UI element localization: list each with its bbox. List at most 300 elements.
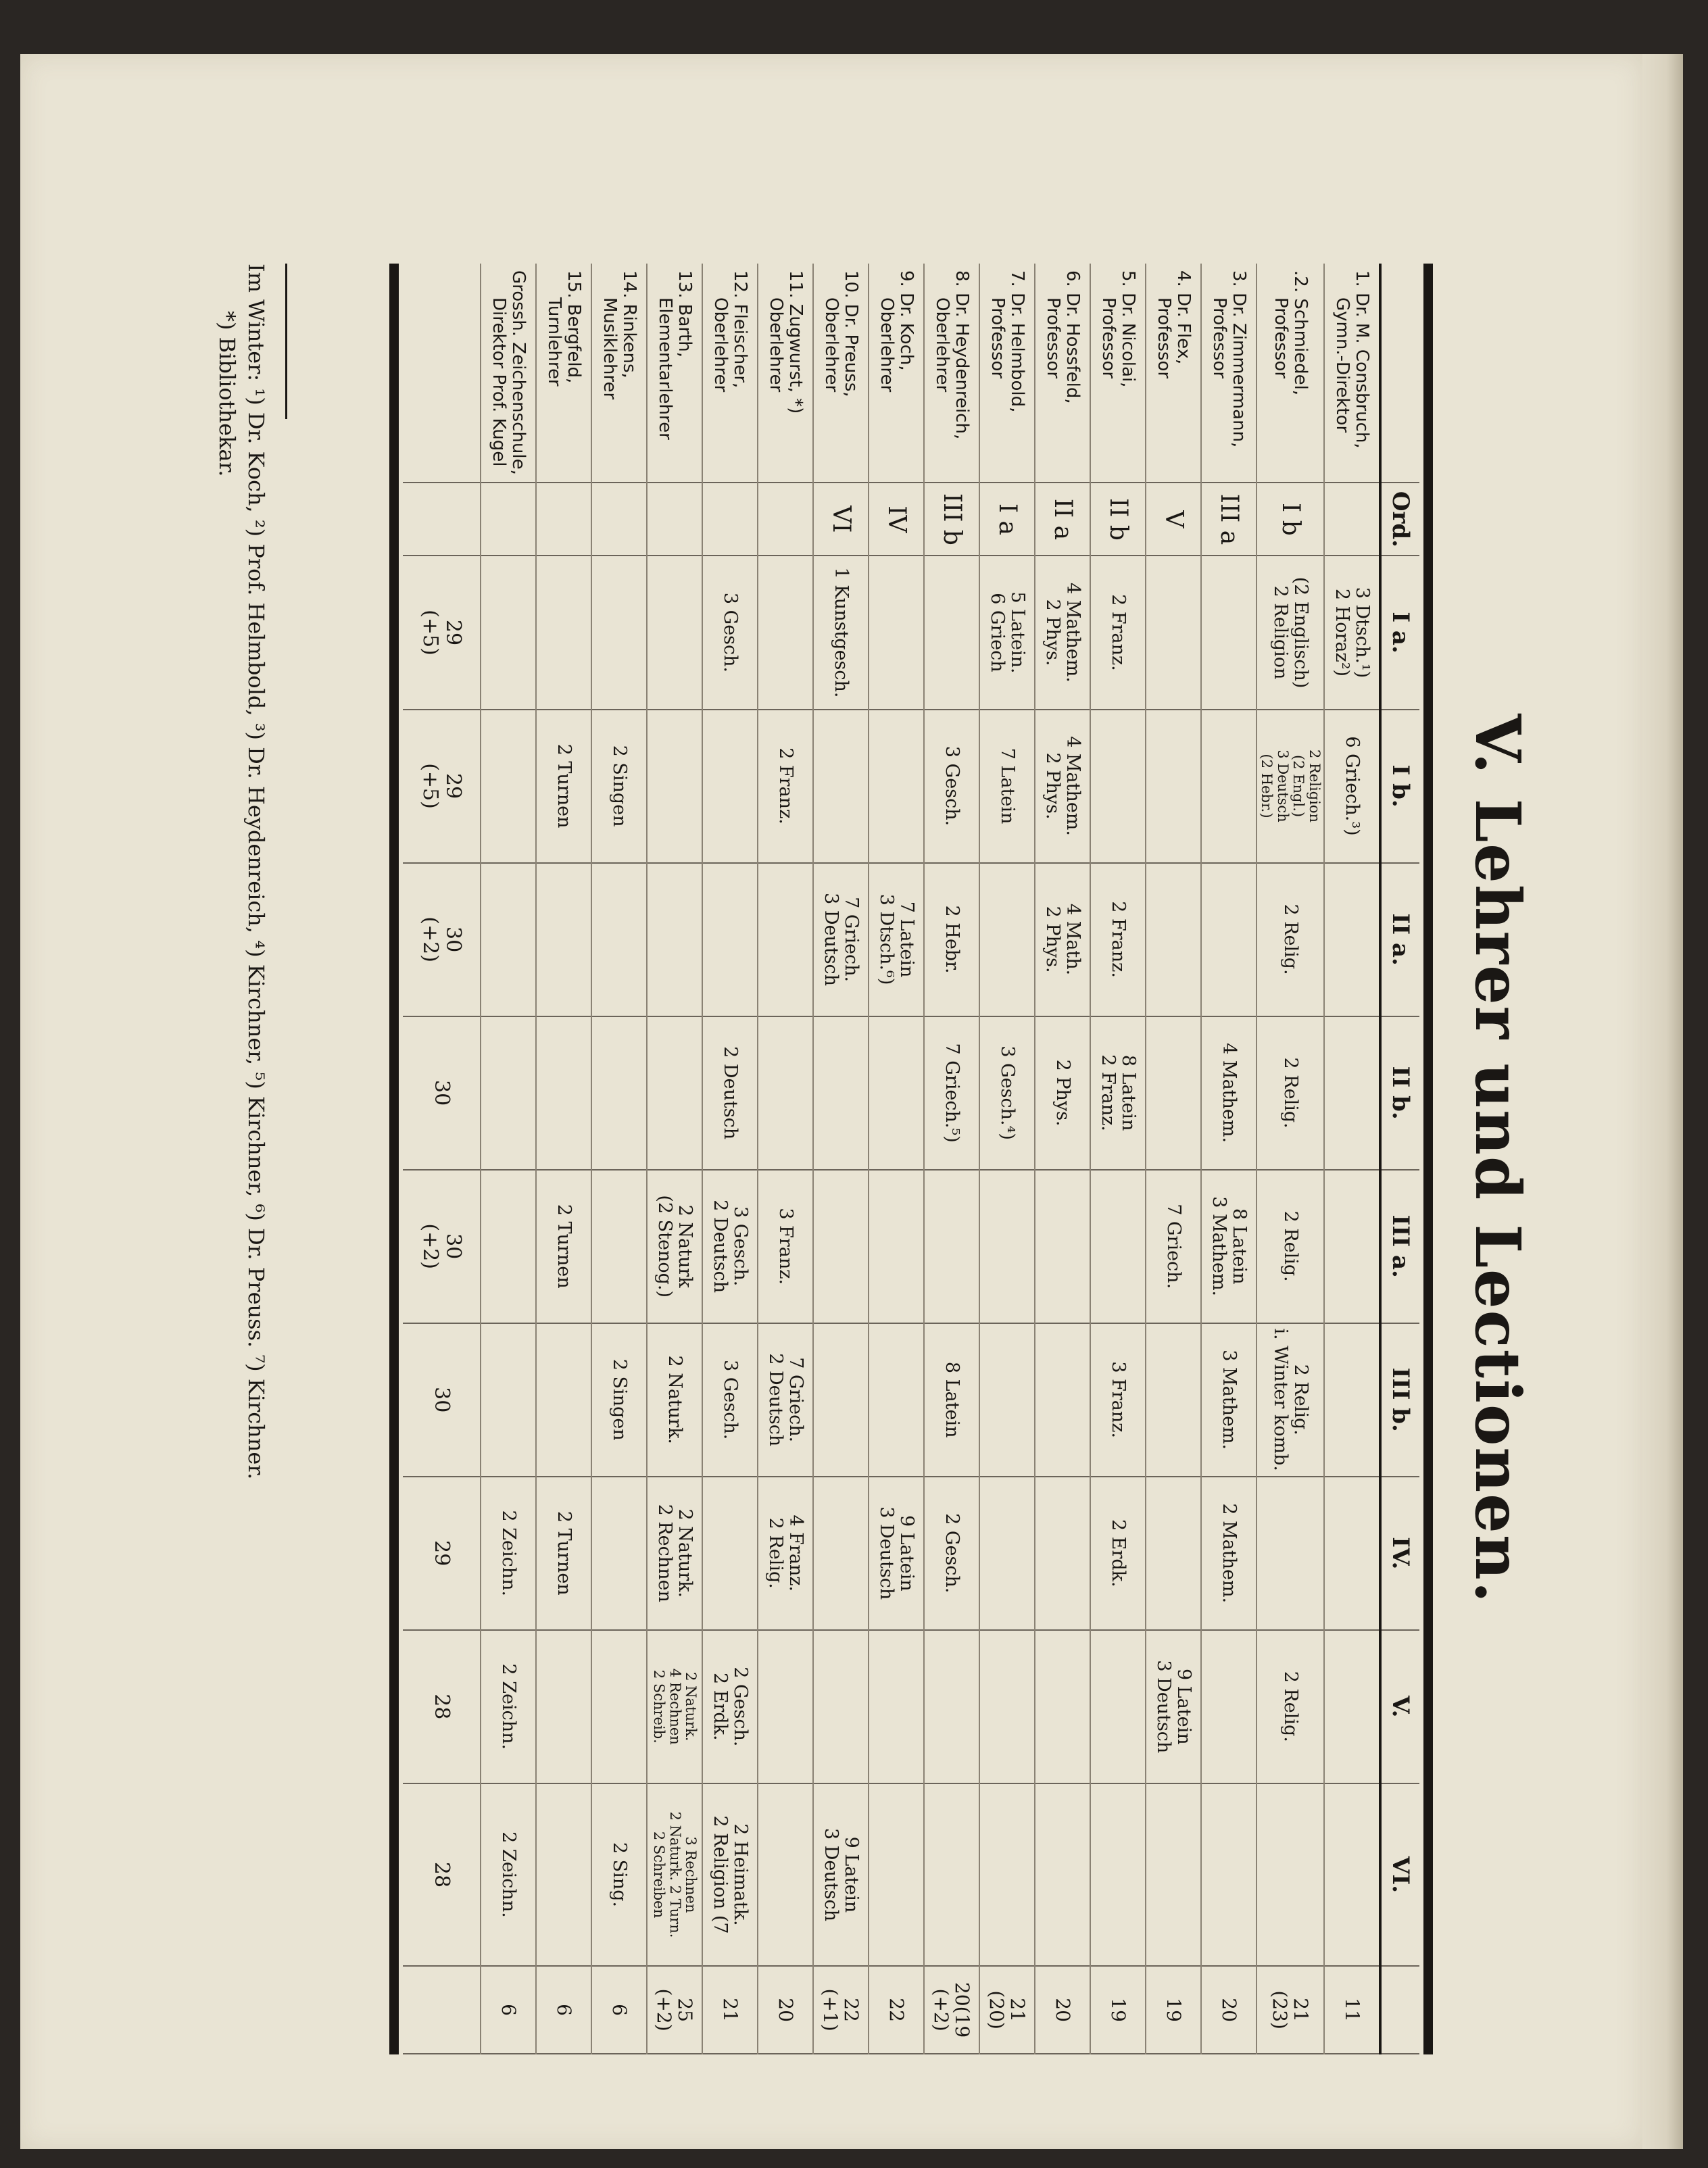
hours-total-cell: [702, 1966, 758, 2054]
lesson-cell: [979, 1783, 1035, 1966]
lesson-cell: [1201, 1783, 1256, 1966]
teacher-name: 9. Dr. Koch,: [896, 270, 917, 371]
cell-text-line: (+2): [418, 1223, 442, 1269]
cell-text-line: 2 Erdk.: [709, 1673, 731, 1741]
teacher-cell: [1146, 264, 1201, 483]
hours-total-cell: [1256, 1966, 1324, 2054]
lesson-cell: [924, 1016, 979, 1170]
lesson-cell: [1324, 556, 1380, 709]
lesson-cell: [1146, 556, 1201, 709]
column-header: III a.: [1380, 1170, 1419, 1323]
cell-text-line: 3 Deutsch: [875, 1506, 897, 1600]
column-header: I a.: [1380, 556, 1419, 709]
lesson-cell: [702, 556, 758, 709]
lesson-cell: [1201, 1170, 1256, 1323]
cell-text-line: 3 Deutsch: [1274, 749, 1291, 822]
ordinarius-cell: [481, 483, 536, 556]
lesson-cell: [481, 1170, 536, 1323]
table-row: [1146, 264, 1201, 2054]
lesson-cell: [1324, 1630, 1380, 1783]
lesson-cell: [869, 556, 924, 709]
cell-text-line: 2 Zeichn.: [498, 1663, 520, 1750]
lesson-cell: [979, 1170, 1035, 1323]
cell-text-line: 19: [1162, 1998, 1185, 2022]
lesson-cell: [647, 1170, 702, 1323]
cell-text-line: 2 Sing.: [609, 1842, 631, 1908]
lesson-cell: [702, 1630, 758, 1783]
lesson-cell: [1256, 1323, 1324, 1477]
cell-text-line: 3 Gesch.⁴): [997, 1045, 1019, 1140]
teacher-title: Oberlehrer: [931, 297, 952, 393]
lesson-cell: [924, 1630, 979, 1783]
hours-total-cell: [1035, 1966, 1090, 2054]
lesson-cell: [1146, 1170, 1201, 1323]
lesson-cell: [536, 556, 591, 709]
hours-total-cell: [481, 1966, 536, 2054]
column-header: II a.: [1380, 863, 1419, 1016]
hours-total-cell: [1090, 1966, 1146, 2054]
ordinarius-cell: [647, 483, 702, 556]
lesson-cell: [702, 1477, 758, 1630]
lesson-cell: [647, 863, 702, 1016]
cell-text-line: (+5): [418, 610, 442, 656]
lesson-cell: [702, 710, 758, 863]
lesson-cell: [1035, 1170, 1090, 1323]
cell-text-line: 7 Latein: [896, 901, 918, 978]
ordinarius-cell: III b: [924, 483, 979, 556]
lesson-cell: [536, 1630, 591, 1783]
cell-text-line: 2 Naturk. 2 Turn.: [666, 1811, 683, 1938]
cell-text-line: 3 Gesch.: [730, 1206, 752, 1287]
lesson-cell: [647, 1783, 702, 1966]
column-header: IV.: [1380, 1477, 1419, 1630]
lesson-cell: [869, 1323, 924, 1477]
sum-empty-cell: [403, 264, 481, 483]
lesson-cell: [813, 1477, 869, 1630]
cell-text-line: (2 Engl.): [1290, 754, 1307, 818]
cell-text-line: 22: [885, 1998, 908, 2022]
teacher-title: Turnlehrer: [543, 297, 564, 387]
lesson-cell: [1146, 1783, 1201, 1966]
cell-text-line: 2 Turnen: [554, 1204, 575, 1289]
ordinarius-cell: V: [1146, 483, 1201, 556]
lesson-cell: [869, 710, 924, 863]
teacher-name: 5. Dr. Nicolai,: [1118, 270, 1139, 388]
cell-text-line: 2 Hebr.: [942, 905, 963, 974]
cell-text-line: 30: [429, 1387, 454, 1413]
class-sum-cell: [403, 1783, 481, 1966]
lesson-cell: [813, 556, 869, 709]
cell-text-line: (+1): [819, 1988, 841, 2031]
lesson-cell: [1090, 1783, 1146, 1966]
table-row: [1201, 264, 1256, 2054]
cell-text-line: (23): [1268, 1990, 1291, 2029]
table-row: [869, 264, 924, 2054]
column-header: [1380, 1966, 1419, 2054]
lesson-cell: [536, 1016, 591, 1170]
cell-text-line: 4 Mathem.: [1063, 736, 1084, 836]
lesson-cell: [1090, 1477, 1146, 1630]
lesson-cell: [1090, 1323, 1146, 1477]
lesson-cell: [591, 1783, 647, 1966]
table-row: [591, 264, 647, 2054]
cell-text-line: 2 Relig.: [764, 1517, 786, 1589]
lesson-cell: [591, 1477, 647, 1630]
cell-text-line: i. Winter komb.: [1269, 1328, 1291, 1471]
ordinarius-cell: II b: [1090, 483, 1146, 556]
teacher-name: 8. Dr. Heydenreich,: [952, 270, 973, 440]
lesson-cell: [1324, 1477, 1380, 1630]
lesson-cell: [1090, 1016, 1146, 1170]
teacher-title: Professor: [1098, 297, 1119, 379]
lesson-cell: [591, 863, 647, 1016]
lesson-cell: [1201, 1630, 1256, 1783]
cell-text-line: 6 Griech: [986, 593, 1008, 672]
lesson-cell: [1146, 1477, 1201, 1630]
lesson-cell: [1201, 863, 1256, 1016]
table-row: [1256, 264, 1324, 2054]
teacher-title: Oberlehrer: [821, 297, 841, 393]
cell-text-line: 6: [608, 2004, 631, 2016]
lesson-cell: [979, 710, 1035, 863]
cell-text-line: 3 Dtsch.¹): [1352, 587, 1373, 679]
lesson-cell: [1146, 710, 1201, 863]
teacher-title: Elementarlehrer: [654, 297, 675, 440]
cell-text-line: 3 Rechnen: [683, 1836, 700, 1913]
cell-text-line: 29: [429, 1540, 454, 1567]
teacher-title: Professor: [1042, 297, 1063, 379]
lesson-cell: [1256, 1630, 1324, 1783]
lesson-cell: [979, 1477, 1035, 1630]
lesson-cell: [702, 1016, 758, 1170]
cell-text-line: 2 Franz.: [775, 747, 797, 824]
teacher-cell: [536, 264, 591, 483]
lesson-cell: [1090, 863, 1146, 1016]
class-sum-cell: [403, 1477, 481, 1630]
column-header: V.: [1380, 1630, 1419, 1783]
teacher-cell: [979, 264, 1035, 483]
lessons-table: [403, 264, 1419, 2054]
cell-text-line: 2 Zeichn.: [498, 1510, 520, 1597]
cell-text-line: 20: [1217, 1998, 1240, 2022]
cell-text-line: (+2): [418, 916, 442, 962]
column-header: Ord.: [1380, 483, 1419, 556]
lesson-cell: [481, 1783, 536, 1966]
ordinarius-cell: [1324, 483, 1380, 556]
lesson-cell: [1201, 1477, 1256, 1630]
lesson-cell: [1090, 710, 1146, 863]
teacher-name: 6. Dr. Hossfeld,: [1063, 270, 1083, 404]
lesson-cell: [869, 1783, 924, 1966]
sum-empty-cell: [403, 483, 481, 556]
cell-text-line: 25: [674, 1998, 697, 2022]
cell-text-line: 20(19: [951, 1981, 974, 2038]
lesson-cell: [1324, 1170, 1380, 1323]
lesson-cell: [647, 556, 702, 709]
cell-text-line: (+2): [929, 1988, 952, 2031]
lesson-cell: [813, 1323, 869, 1477]
ordinarius-cell: I a: [979, 483, 1035, 556]
class-sum-cell: [403, 1016, 481, 1170]
teacher-cell: [1035, 264, 1090, 483]
cell-text-line: 2 Gesch.: [730, 1667, 752, 1747]
cell-text-line: 2 Mathem.: [1219, 1503, 1240, 1604]
lesson-cell: [1146, 863, 1201, 1016]
teacher-name: Grossh. Zeichenschule,: [508, 270, 529, 475]
cell-text-line: 2 Phys.: [1042, 599, 1063, 666]
teacher-name: 11. Zugwurst, *): [785, 270, 806, 414]
cell-text-line: 3 Dtsch.⁶): [875, 893, 897, 985]
lesson-cell: [1146, 1016, 1201, 1170]
teacher-title: Gymn.-Direktor: [1332, 297, 1352, 433]
teacher-cell: [1324, 264, 1380, 483]
cell-text-line: 2 Deutsch: [709, 1200, 731, 1294]
cell-text-line: 2 Religion (7: [709, 1815, 731, 1934]
cell-text-line: 6: [497, 2004, 520, 2016]
lesson-cell: [536, 710, 591, 863]
cell-text-line: 2 Turnen: [554, 743, 575, 829]
teacher-name: 4. Dr. Flex,: [1173, 270, 1194, 365]
cell-text-line: 2 Religion: [1307, 749, 1323, 823]
footnote-winter: Im Winter: ¹) Dr. Koch, ²) Prof. Helmbold, ³) Dr. Heydenreich, ⁴) Kirchner, ⁵) Kirchner, ⁶) Dr. Preuss. ⁷) Kirchner.: [243, 264, 269, 1480]
lesson-cell: [813, 1630, 869, 1783]
teacher-cell: [702, 264, 758, 483]
cell-text-line: 5 Latein.: [1007, 591, 1029, 674]
cell-text-line: 4 Math.: [1063, 903, 1084, 976]
table-body: [403, 264, 1380, 2054]
cell-text-line: 3 Gesch.: [942, 745, 963, 827]
lesson-cell: [647, 1323, 702, 1477]
teacher-cell: [813, 264, 869, 483]
ordinarius-cell: [536, 483, 591, 556]
lesson-cell: [647, 1630, 702, 1783]
cell-text-line: 6: [552, 2004, 575, 2016]
lesson-cell: [924, 710, 979, 863]
cell-text-line: 2 Naturk.: [675, 1508, 696, 1598]
cell-text-line: 3 Deutsch: [820, 1827, 841, 1921]
lesson-cell: [869, 863, 924, 1016]
cell-text-line: 2 Heimatk.: [730, 1823, 752, 1926]
cell-text-line: 20: [1051, 1998, 1074, 2022]
cell-text-line: 2 Erdk.: [1108, 1519, 1129, 1587]
teacher-title: Oberlehrer: [765, 297, 786, 393]
lesson-cell: [813, 710, 869, 863]
teacher-cell: [1256, 264, 1324, 483]
hours-total-cell: [979, 1966, 1035, 2054]
lesson-cell: [481, 1477, 536, 1630]
sum-row: [403, 264, 481, 2054]
lesson-cell: [1090, 556, 1146, 709]
cell-text-line: 2 Franz.: [1097, 1054, 1119, 1131]
cell-text-line: 9 Latein: [1173, 1669, 1195, 1745]
hours-total-cell: [869, 1966, 924, 2054]
lesson-cell: [758, 863, 813, 1016]
cell-text-line: 22: [840, 1998, 863, 2022]
lesson-cell: [481, 1016, 536, 1170]
cell-text-line: (+2): [652, 1988, 675, 2031]
lesson-cell: [1035, 1323, 1090, 1477]
lesson-cell: [1324, 863, 1380, 1016]
cell-text-line: 2 Phys.: [1042, 906, 1063, 973]
ordinarius-cell: [591, 483, 647, 556]
lesson-cell: [1256, 1170, 1324, 1323]
teacher-name: 3. Dr. Zimmermann,: [1229, 270, 1250, 448]
teacher-name: 10. Dr. Preuss,: [841, 270, 862, 397]
table-row: [1090, 264, 1146, 2054]
cell-text-line: 21: [718, 1998, 741, 2022]
lesson-cell: [1256, 863, 1324, 1016]
lesson-cell: [979, 863, 1035, 1016]
cell-text-line: 2 Relig.: [1280, 1057, 1302, 1129]
table-header-row: [1380, 264, 1419, 2054]
teacher-title: Professor: [1153, 297, 1174, 379]
cell-text-line: 4 Mathem.: [1063, 583, 1084, 683]
footnotes: [212, 264, 270, 2054]
cell-text-line: 2 Relig.: [1290, 1364, 1312, 1435]
lesson-cell: [647, 710, 702, 863]
teacher-cell: [869, 264, 924, 483]
lesson-cell: [979, 556, 1035, 709]
lesson-cell: [591, 1630, 647, 1783]
lesson-cell: [813, 1783, 869, 1966]
cell-text-line: 2 Rechnen: [654, 1504, 675, 1602]
column-header: III b.: [1380, 1323, 1419, 1477]
teacher-cell: [647, 264, 702, 483]
lesson-cell: [591, 1323, 647, 1477]
lesson-cell: [1035, 1477, 1090, 1630]
table-row: [1035, 264, 1090, 2054]
lesson-cell: [813, 1170, 869, 1323]
hours-total-cell: [536, 1966, 591, 2054]
lesson-cell: [536, 863, 591, 1016]
rotated-content: [182, 264, 1534, 2054]
cell-text-line: 2 Singen: [609, 745, 631, 827]
cell-text-line: 9 Latein: [841, 1836, 862, 1913]
cell-text-line: 9 Latein: [896, 1514, 918, 1592]
lesson-cell: [1035, 863, 1090, 1016]
lesson-cell: [481, 1323, 536, 1477]
cell-text-line: 30: [441, 926, 465, 953]
cell-text-line: 7 Griech.: [841, 897, 862, 983]
column-header: VI.: [1380, 1783, 1419, 1966]
cell-text-line: 3 Franz.: [1108, 1361, 1129, 1439]
cell-text-line: (+5): [418, 763, 442, 809]
cell-text-line: 2 Naturk: [675, 1204, 696, 1288]
lesson-cell: [591, 1016, 647, 1170]
cell-text-line: 4 Rechnen: [666, 1668, 683, 1745]
cell-text-line: 2 Turnen: [554, 1510, 575, 1596]
ordinarius-cell: II a: [1035, 483, 1090, 556]
cell-text-line: 1 Kunstgesch.: [831, 567, 852, 698]
lesson-cell: [1324, 710, 1380, 863]
lesson-cell: [481, 1630, 536, 1783]
lesson-cell: [758, 1323, 813, 1477]
ordinarius-cell: [758, 483, 813, 556]
lesson-cell: [1035, 1016, 1090, 1170]
teacher-cell: [481, 264, 536, 483]
cell-text-line: 2 Deutsch: [764, 1353, 786, 1447]
lesson-cell: [1035, 1630, 1090, 1783]
lesson-cell: [481, 556, 536, 709]
lesson-cell: [702, 1170, 758, 1323]
cell-text-line: 4 Franz.: [785, 1514, 807, 1592]
lesson-cell: [1256, 1783, 1324, 1966]
teacher-cell: [758, 264, 813, 483]
hours-total-cell: [1324, 1966, 1380, 2054]
lesson-cell: [536, 1783, 591, 1966]
cell-text-line: 4 Mathem.: [1219, 1043, 1240, 1143]
lesson-cell: [979, 1323, 1035, 1477]
lesson-cell: [1035, 710, 1090, 863]
cell-text-line: 7 Griech.: [785, 1357, 807, 1443]
class-sum-cell: [403, 1170, 481, 1323]
cell-text-line: 2 Naturk.: [683, 1672, 700, 1742]
table-row: [481, 264, 536, 2054]
lesson-cell: [1146, 1630, 1201, 1783]
ordinarius-cell: I b: [1256, 483, 1324, 556]
cell-text-line: 3 Deutsch: [820, 893, 841, 987]
cell-text-line: 21: [1006, 1998, 1029, 2022]
column-header: II b.: [1380, 1016, 1419, 1170]
cell-text-line: 2 Naturk.: [664, 1355, 686, 1445]
lesson-cell: [924, 556, 979, 709]
lesson-cell: [1256, 556, 1324, 709]
ordinarius-cell: III a: [1201, 483, 1256, 556]
teacher-name: 14. Rinkens,: [619, 270, 640, 378]
cell-text-line: 2 Relig.: [1280, 1671, 1302, 1742]
teacher-title: Professor: [1209, 297, 1229, 379]
teacher-cell: [1090, 264, 1146, 483]
lesson-cell: [591, 556, 647, 709]
lesson-cell: [1090, 1170, 1146, 1323]
lesson-cell: [1256, 1477, 1324, 1630]
table-row: [702, 264, 758, 2054]
cell-text-line: 8 Latein: [942, 1361, 963, 1438]
cell-text-line: 11: [1340, 1998, 1363, 2022]
cell-text-line: 2 Religion: [1269, 585, 1291, 680]
table-row: [813, 264, 869, 2054]
cell-text-line: 7 Griech.: [1163, 1204, 1185, 1289]
cell-text-line: 28: [429, 1694, 454, 1720]
cell-text-line: 3 Gesch.: [720, 592, 741, 673]
cell-text-line: 3 Franz.: [775, 1208, 797, 1285]
lesson-cell: [758, 556, 813, 709]
page-edge: [1642, 54, 1683, 2149]
lesson-cell: [647, 1016, 702, 1170]
lesson-cell: [758, 1170, 813, 1323]
lesson-cell: [536, 1170, 591, 1323]
cell-text-line: (2 Stenog.): [654, 1195, 675, 1298]
lesson-cell: [1324, 1016, 1380, 1170]
table-row: [758, 264, 813, 2054]
cell-text-line: (20): [985, 1990, 1008, 2029]
lesson-cell: [1201, 1016, 1256, 1170]
cell-text-line: 29: [441, 619, 465, 646]
cell-text-line: 2 Phys.: [1052, 1059, 1074, 1127]
teacher-title: Oberlehrer: [710, 297, 731, 393]
cell-text-line: 6 Griech.³): [1342, 736, 1363, 836]
cell-text-line: 8 Latein: [1229, 1208, 1250, 1285]
lesson-cell: [1201, 556, 1256, 709]
teacher-name: 12. Fleischer,: [730, 270, 751, 389]
cell-text-line: 2 Phys.: [1042, 752, 1063, 820]
lesson-cell: [869, 1016, 924, 1170]
cell-text-line: 20: [774, 1998, 797, 2022]
lesson-cell: [702, 1323, 758, 1477]
lesson-cell: [813, 1016, 869, 1170]
teacher-name: .2. Schmiedel,: [1290, 270, 1311, 396]
table-row: [536, 264, 591, 2054]
